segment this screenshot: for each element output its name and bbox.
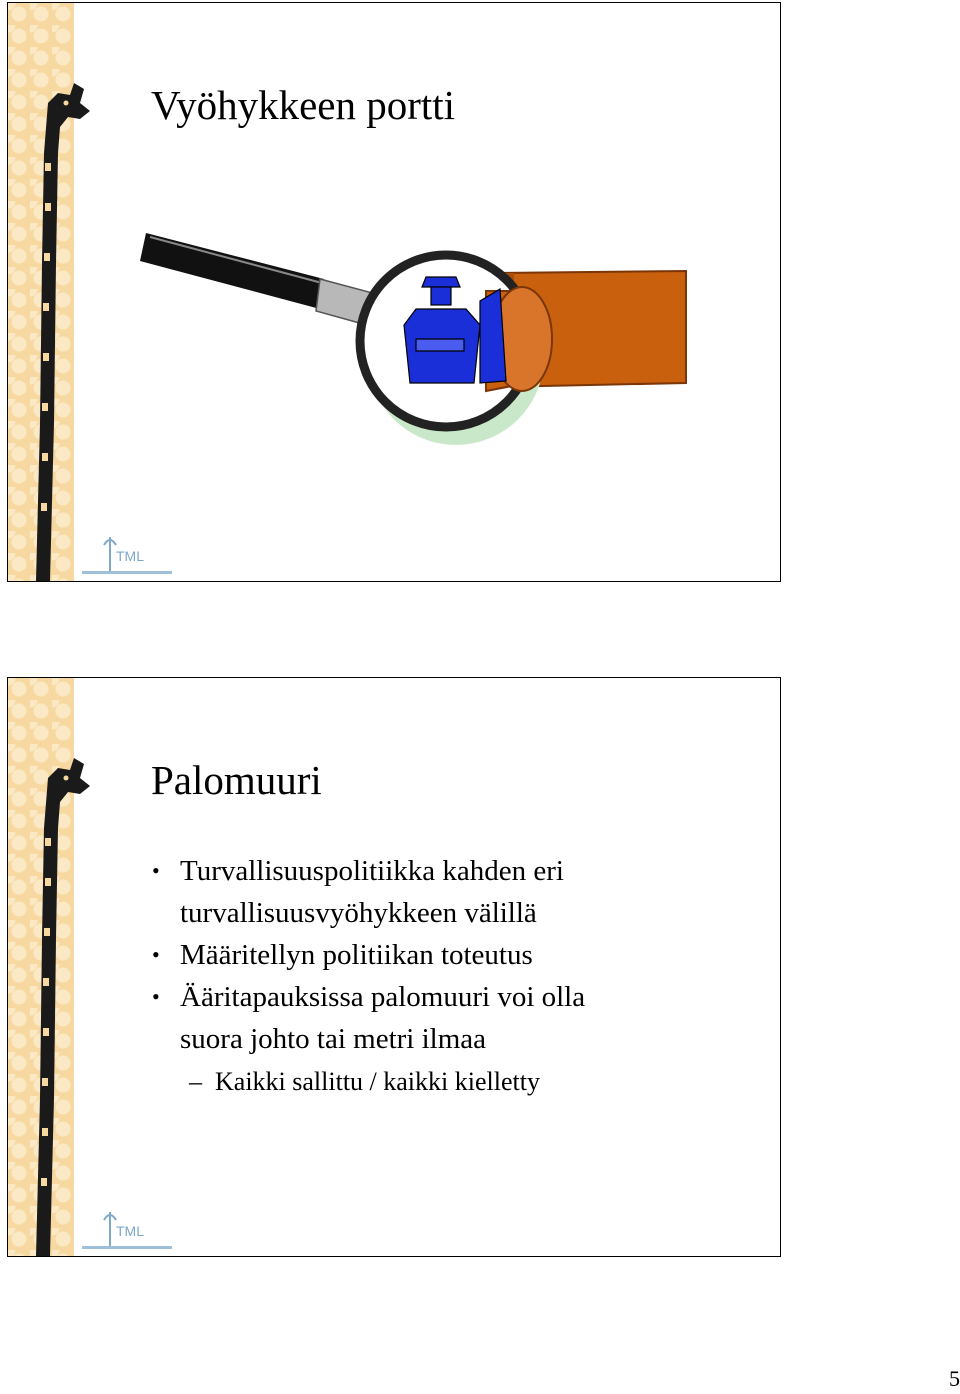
slide-title: Vyöhykkeen portti [151, 82, 456, 128]
bullet-text: Turvallisuuspolitiikka kahden eri turvallisuusvyöhykkeen välillä [180, 855, 564, 929]
giraffe-decoration [8, 3, 98, 581]
magnifier-illustration [134, 221, 714, 461]
tml-logo [80, 1206, 175, 1254]
sub-bullet-item [152, 1060, 660, 1104]
bullet-item [152, 850, 660, 934]
bullet-dot: • [152, 858, 160, 883]
tml-logo [80, 531, 175, 579]
bullet-text: Ääritapauksissa palomuuri voi olla suora johto tai metri ilmaa [180, 981, 586, 1055]
sub-bullet-dash: – [189, 1067, 202, 1096]
slide-2 [7, 677, 781, 1257]
bullet-dot: • [152, 942, 160, 967]
giraffe-decoration [8, 678, 98, 1256]
logo-text: TML [116, 548, 144, 564]
bullet-item [152, 934, 660, 976]
slide-title: Palomuuri [151, 757, 322, 803]
bullet-list [152, 850, 660, 1104]
bullet-dot: • [152, 984, 160, 1009]
logo-text: TML [116, 1223, 144, 1239]
bullet-text: Määritellyn politiikan toteutus [180, 939, 533, 971]
page-number: 5 [949, 1366, 960, 1391]
bullet-item [152, 976, 620, 1060]
slide-1 [7, 2, 781, 582]
sub-bullet-text: Kaikki sallittu / kaikki kielletty [215, 1067, 540, 1096]
